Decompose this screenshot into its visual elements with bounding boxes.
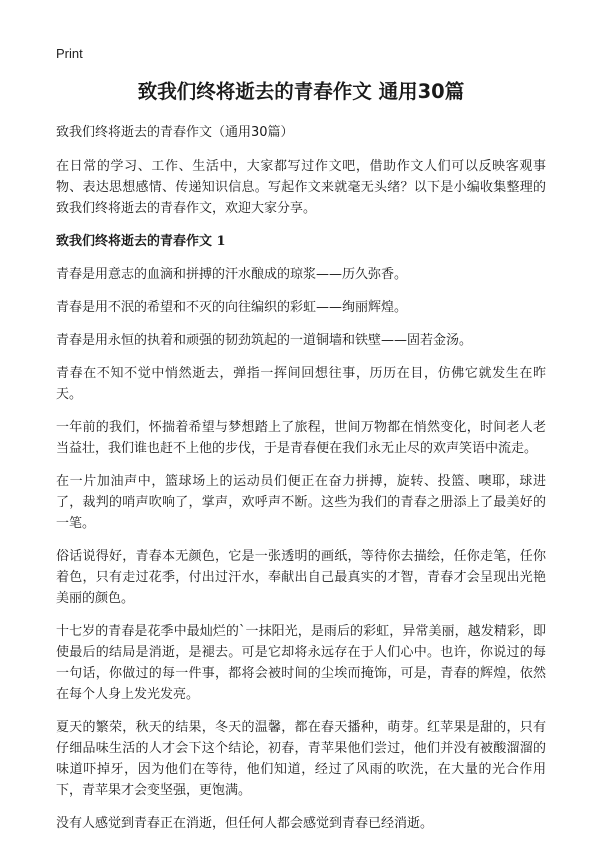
paragraph: 没有人感觉到青春正在消逝，但任何人都会感觉到青春已经消逝。 <box>56 816 434 831</box>
section-heading: 致我们终将逝去的青春作文 1 <box>56 234 226 249</box>
page-title: 致我们终将逝去的青春作文 通用30篇 <box>137 80 465 103</box>
paragraph: 在一片加油声中，篮球场上的运动员们便正在奋力拼搏，旋转、投篮、噢耶，球进了，裁判的哨声吹响了，掌声，欢呼声不断。这些为我们的青春之册添上了最美好的一笔。 <box>56 474 546 531</box>
paragraph: 俗话说得好，青春本无颜色，它是一张透明的画纸，等待你去描绘，任你走笔，任你着色，只有走过花季，付出过汗水，奉献出自己最真实的才智，青春才会呈现出光艳美丽的颜色。 <box>56 549 546 606</box>
intro-paragraph: 在日常的学习、工作、生活中，大家都写过作文吧，借助作文人们可以反映客观事物、表达思想感情、传递知识信息。写起作文来就毫无头绪？以下是小编收集整理的致我们终将逝去的青春作文，欢迎大家分享。 <box>56 159 546 216</box>
paragraph: 一年前的我们，怀揣着希望与梦想踏上了旅程，世间万物都在悄然变化，时间老人老当益壮，我们谁也赶不上他的步伐，于是青春便在我们永无止尽的欢声笑语中流走。 <box>56 420 546 456</box>
paragraph: 青春是用永恒的执着和顽强的韧劲筑起的一道铜墙和铁壁——固若金汤。 <box>56 333 473 348</box>
paragraph: 青春是用意志的血滴和拼搏的汗水酿成的琼浆——历久弥香。 <box>56 267 408 282</box>
document-body <box>56 78 546 846</box>
print-link[interactable]: Print <box>56 46 83 61</box>
paragraph: 青春是用不泯的希望和不灭的向往编织的彩虹——绚丽辉煌。 <box>56 300 408 315</box>
paragraph: 夏天的繁荣，秋天的结果，冬天的温馨，都在春天播种，萌芽。红苹果是甜的，只有仔细品味生活的人才会下这个结论，初春，青苹果他们尝过，他们并没有被酸溜溜的味道吓掉牙，因为他们在等待，他们知道，经过了风雨的吹洗，在大量的光合作用下，青苹果才会变坚强，更饱满。 <box>56 720 546 798</box>
document-subtitle: 致我们终将逝去的青春作文（通用30篇） <box>56 125 294 140</box>
paragraph: 十七岁的青春是花季中最灿烂的`一抹阳光，是雨后的彩虹，异常美丽，越发精彩，即使最后的结局是消逝，是褪去。可是它却将永远存在于人们心中。也许，你说过的每一句话，你做过的每一件事，都将会被时间的尘埃而掩饰，可是，青春的辉煌，依然在每个人身上发光发亮。 <box>56 624 546 702</box>
paragraph: 青春在不知不觉中悄然逝去，弹指一挥间回想往事，历历在目，仿佛它就发生在昨天。 <box>56 366 546 402</box>
